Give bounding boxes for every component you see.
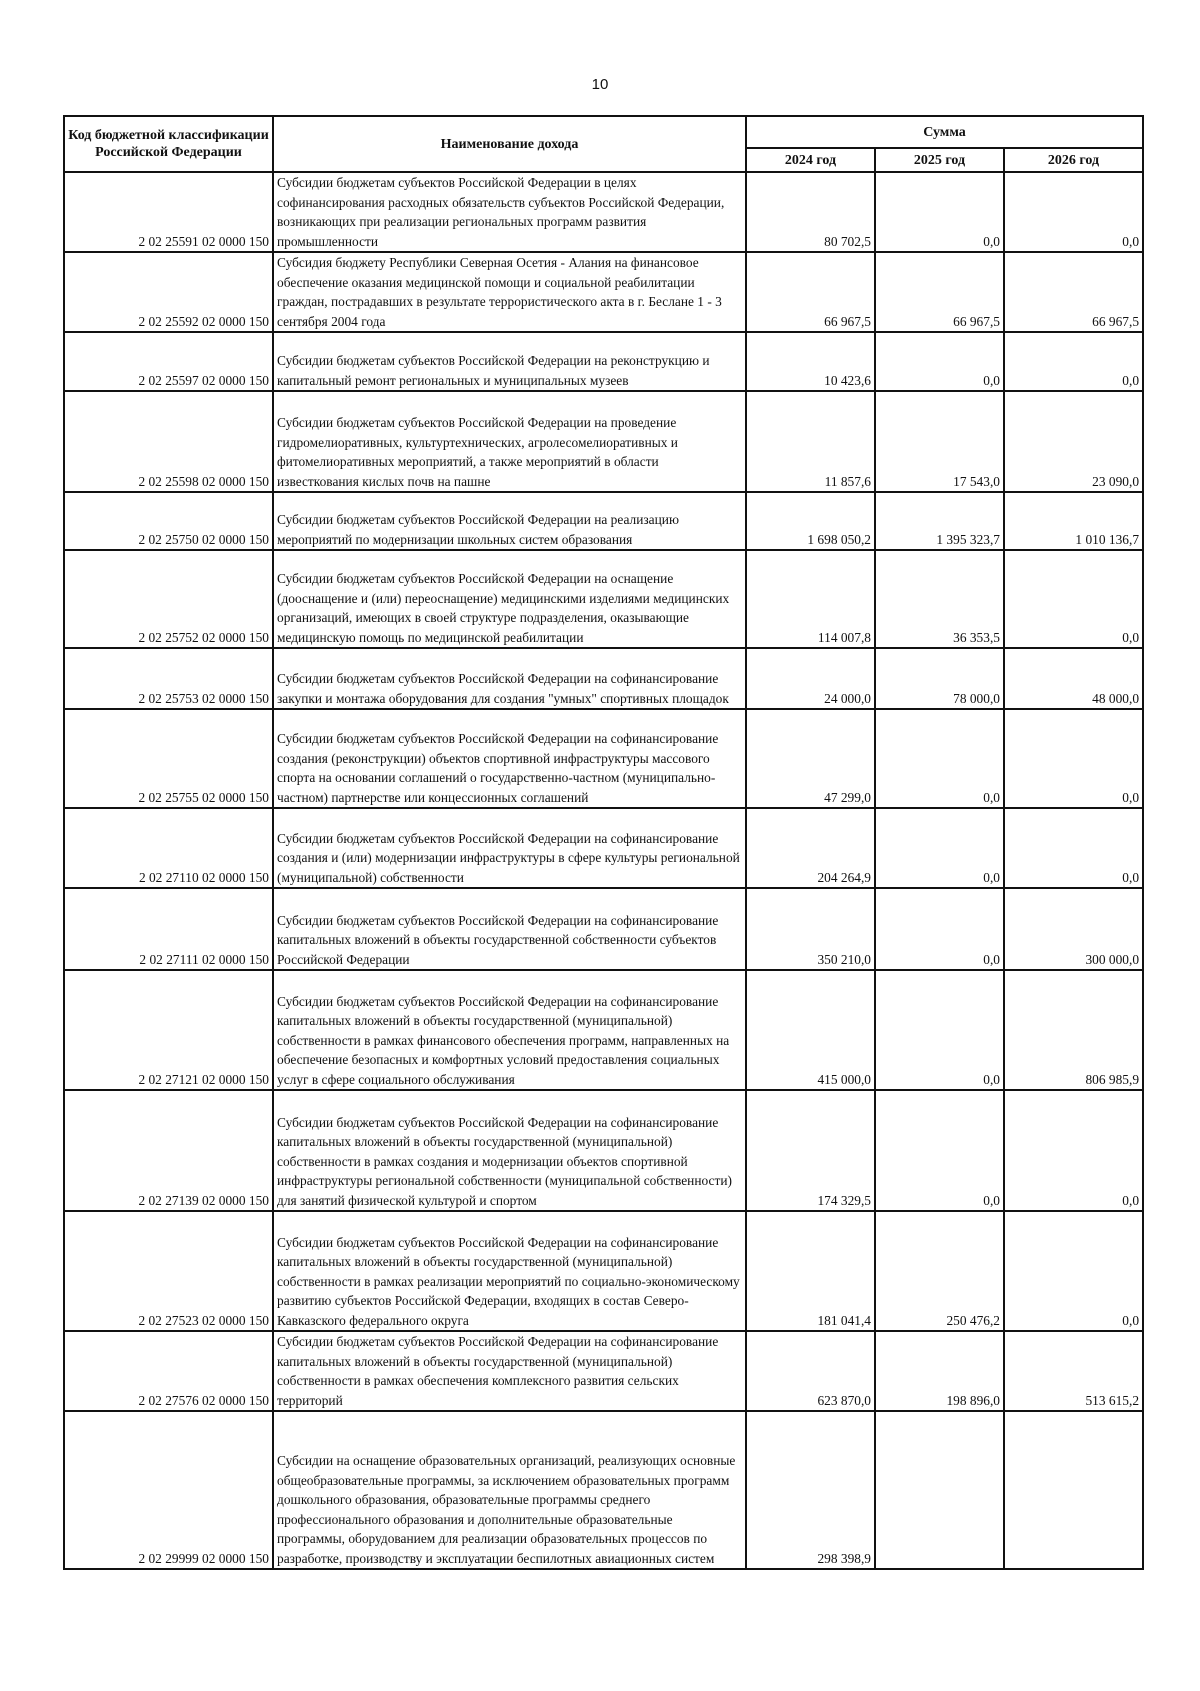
table-row bbox=[64, 709, 1143, 808]
row-code: 2 02 27523 02 0000 150 bbox=[64, 1211, 273, 1331]
row-2024: 11 857,6 bbox=[746, 391, 875, 492]
row-2026: 23 090,0 bbox=[1004, 391, 1143, 492]
row-code: 2 02 27139 02 0000 150 bbox=[64, 1090, 273, 1211]
table-row bbox=[64, 172, 1143, 252]
row-2024: 10 423,6 bbox=[746, 332, 875, 391]
table-row bbox=[64, 550, 1143, 648]
row-2026: 0,0 bbox=[1004, 709, 1143, 808]
row-2026: 806 985,9 bbox=[1004, 970, 1143, 1090]
row-2024: 80 702,5 bbox=[746, 172, 875, 252]
row-code: 2 02 25753 02 0000 150 bbox=[64, 648, 273, 709]
row-2026: 0,0 bbox=[1004, 550, 1143, 648]
header-2026: 2026 год bbox=[1004, 148, 1143, 172]
row-2024: 66 967,5 bbox=[746, 252, 875, 332]
row-2025 bbox=[875, 1411, 1004, 1569]
row-2024: 47 299,0 bbox=[746, 709, 875, 808]
row-2026: 300 000,0 bbox=[1004, 888, 1143, 970]
header-2024: 2024 год bbox=[746, 148, 875, 172]
row-code: 2 02 25597 02 0000 150 bbox=[64, 332, 273, 391]
row-code: 2 02 25591 02 0000 150 bbox=[64, 172, 273, 252]
row-code: 2 02 27121 02 0000 150 bbox=[64, 970, 273, 1090]
row-name: Субсидия бюджету Республики Северная Осетия - Алания на финансовое обеспечение оказания медицинской помощи и социальной реабилитации граждан, пострадавших в результате террористического акта в г. Беслане 1 - 3 сентября 2004 года bbox=[273, 252, 746, 332]
row-2025: 0,0 bbox=[875, 709, 1004, 808]
row-2025: 17 543,0 bbox=[875, 391, 1004, 492]
row-2024: 181 041,4 bbox=[746, 1211, 875, 1331]
table-row bbox=[64, 970, 1143, 1090]
row-2024: 114 007,8 bbox=[746, 550, 875, 648]
row-2026: 0,0 bbox=[1004, 172, 1143, 252]
row-2025: 198 896,0 bbox=[875, 1331, 1004, 1411]
row-2026: 0,0 bbox=[1004, 1090, 1143, 1211]
row-2025: 1 395 323,7 bbox=[875, 492, 1004, 550]
table-row bbox=[64, 391, 1143, 492]
row-2026: 48 000,0 bbox=[1004, 648, 1143, 709]
row-2024: 1 698 050,2 bbox=[746, 492, 875, 550]
row-2026: 0,0 bbox=[1004, 1211, 1143, 1331]
row-2025: 0,0 bbox=[875, 808, 1004, 888]
row-2026 bbox=[1004, 1411, 1143, 1569]
row-2024: 298 398,9 bbox=[746, 1411, 875, 1569]
row-name: Субсидии бюджетам субъектов Российской Федерации на софинансирование капитальных вложений в объекты государственной (муниципальной) собственности в рамках финансового обеспечения программ, направленных на обеспечение безопасных и комфортных условий предоставления социальных услуг в сфере социального обслуживания bbox=[273, 970, 746, 1090]
row-2025: 66 967,5 bbox=[875, 252, 1004, 332]
row-code: 2 02 25750 02 0000 150 bbox=[64, 492, 273, 550]
row-name: Субсидии бюджетам субъектов Российской Федерации на софинансирование капитальных вложений в объекты государственной собственности субъектов Российской Федерации bbox=[273, 888, 746, 970]
row-2025: 0,0 bbox=[875, 332, 1004, 391]
row-name: Субсидии бюджетам субъектов Российской Федерации в целях софинансирования расходных обязательств субъектов Российской Федерации, возникающих при реализации региональных программ развития промышленности bbox=[273, 172, 746, 252]
row-2026: 66 967,5 bbox=[1004, 252, 1143, 332]
row-2024: 24 000,0 bbox=[746, 648, 875, 709]
row-name: Субсидии бюджетам субъектов Российской Федерации на реализацию мероприятий по модернизации школьных систем образования bbox=[273, 492, 746, 550]
row-name: Субсидии бюджетам субъектов Российской Федерации на софинансирование капитальных вложений в объекты государственной (муниципальной) собственности в рамках обеспечения комплексного развития сельских территорий bbox=[273, 1331, 746, 1411]
row-2025: 0,0 bbox=[875, 888, 1004, 970]
row-code: 2 02 25752 02 0000 150 bbox=[64, 550, 273, 648]
table-row bbox=[64, 332, 1143, 391]
row-2026: 0,0 bbox=[1004, 808, 1143, 888]
page-number: 10 bbox=[591, 76, 609, 93]
table-row bbox=[64, 1090, 1143, 1211]
revenue-table bbox=[63, 115, 1144, 1570]
row-2025: 0,0 bbox=[875, 1090, 1004, 1211]
row-2024: 350 210,0 bbox=[746, 888, 875, 970]
header-name: Наименование дохода bbox=[273, 116, 746, 172]
header-2025: 2025 год bbox=[875, 148, 1004, 172]
row-2024: 415 000,0 bbox=[746, 970, 875, 1090]
row-name: Субсидии на оснащение образовательных организаций, реализующих основные общеобразовательные программы, за исключением образовательных программ дошкольного образования, образовательные программы среднего профессионального образования и дополнительные образовательные программы, оборудованием для реализации образовательных процессов по разработке, производству и эксплуатации беспилотных авиационных систем bbox=[273, 1411, 746, 1569]
row-code: 2 02 27110 02 0000 150 bbox=[64, 808, 273, 888]
row-name: Субсидии бюджетам субъектов Российской Федерации на софинансирование капитальных вложений в объекты государственной (муниципальной) собственности в рамках создания и модернизации объектов спортивной инфраструктуры региональной собственности (муниципальной собственности) для занятий физической культурой и спортом bbox=[273, 1090, 746, 1211]
table-row bbox=[64, 888, 1143, 970]
header-code: Код бюджетной классификации Российской Федерации bbox=[64, 116, 273, 172]
header-sum: Сумма bbox=[746, 116, 1143, 148]
row-2025: 78 000,0 bbox=[875, 648, 1004, 709]
row-2026: 1 010 136,7 bbox=[1004, 492, 1143, 550]
row-2024: 204 264,9 bbox=[746, 808, 875, 888]
table-row bbox=[64, 492, 1143, 550]
row-name: Субсидии бюджетам субъектов Российской Федерации на софинансирование создания (реконструкции) объектов спортивной инфраструктуры массового спорта на основании соглашений о государственно-частном (муниципально-частном) партнерстве или концессионных соглашений bbox=[273, 709, 746, 808]
row-code: 2 02 25755 02 0000 150 bbox=[64, 709, 273, 808]
row-code: 2 02 25592 02 0000 150 bbox=[64, 252, 273, 332]
row-2024: 623 870,0 bbox=[746, 1331, 875, 1411]
row-2026: 0,0 bbox=[1004, 332, 1143, 391]
row-2024: 174 329,5 bbox=[746, 1090, 875, 1211]
table-row bbox=[64, 252, 1143, 332]
row-name: Субсидии бюджетам субъектов Российской Федерации на реконструкцию и капитальный ремонт региональных и муниципальных музеев bbox=[273, 332, 746, 391]
table-row bbox=[64, 648, 1143, 709]
row-name: Субсидии бюджетам субъектов Российской Федерации на оснащение (дооснащение и (или) переоснащение) медицинскими изделиями медицинских организаций, имеющих в своей структуре подразделения, оказывающие медицинскую помощь по медицинской реабилитации bbox=[273, 550, 746, 648]
row-code: 2 02 25598 02 0000 150 bbox=[64, 391, 273, 492]
table-row bbox=[64, 1211, 1143, 1331]
row-2025: 0,0 bbox=[875, 172, 1004, 252]
row-name: Субсидии бюджетам субъектов Российской Федерации на проведение гидромелиоративных, культуртехнических, агролесомелиоративных и фитомелиоративных мероприятий, а также мероприятий в области известкования кислых почв на пашне bbox=[273, 391, 746, 492]
row-2025: 36 353,5 bbox=[875, 550, 1004, 648]
row-name: Субсидии бюджетам субъектов Российской Федерации на софинансирование капитальных вложений в объекты государственной (муниципальной) собственности в рамках реализации мероприятий по социально-экономическому развитию субъектов Российской Федерации, входящих в состав Северо-Кавказского федерального округа bbox=[273, 1211, 746, 1331]
table-row bbox=[64, 1411, 1143, 1569]
row-name: Субсидии бюджетам субъектов Российской Федерации на софинансирование закупки и монтажа оборудования для создания "умных" спортивных площадок bbox=[273, 648, 746, 709]
row-name: Субсидии бюджетам субъектов Российской Федерации на софинансирование создания и (или) модернизации инфраструктуры в сфере культуры региональной (муниципальной) собственности bbox=[273, 808, 746, 888]
row-code: 2 02 27576 02 0000 150 bbox=[64, 1331, 273, 1411]
row-code: 2 02 27111 02 0000 150 bbox=[64, 888, 273, 970]
row-code: 2 02 29999 02 0000 150 bbox=[64, 1411, 273, 1569]
row-2025: 250 476,2 bbox=[875, 1211, 1004, 1331]
table-row bbox=[64, 808, 1143, 888]
row-2025: 0,0 bbox=[875, 970, 1004, 1090]
table-row bbox=[64, 1331, 1143, 1411]
row-2026: 513 615,2 bbox=[1004, 1331, 1143, 1411]
